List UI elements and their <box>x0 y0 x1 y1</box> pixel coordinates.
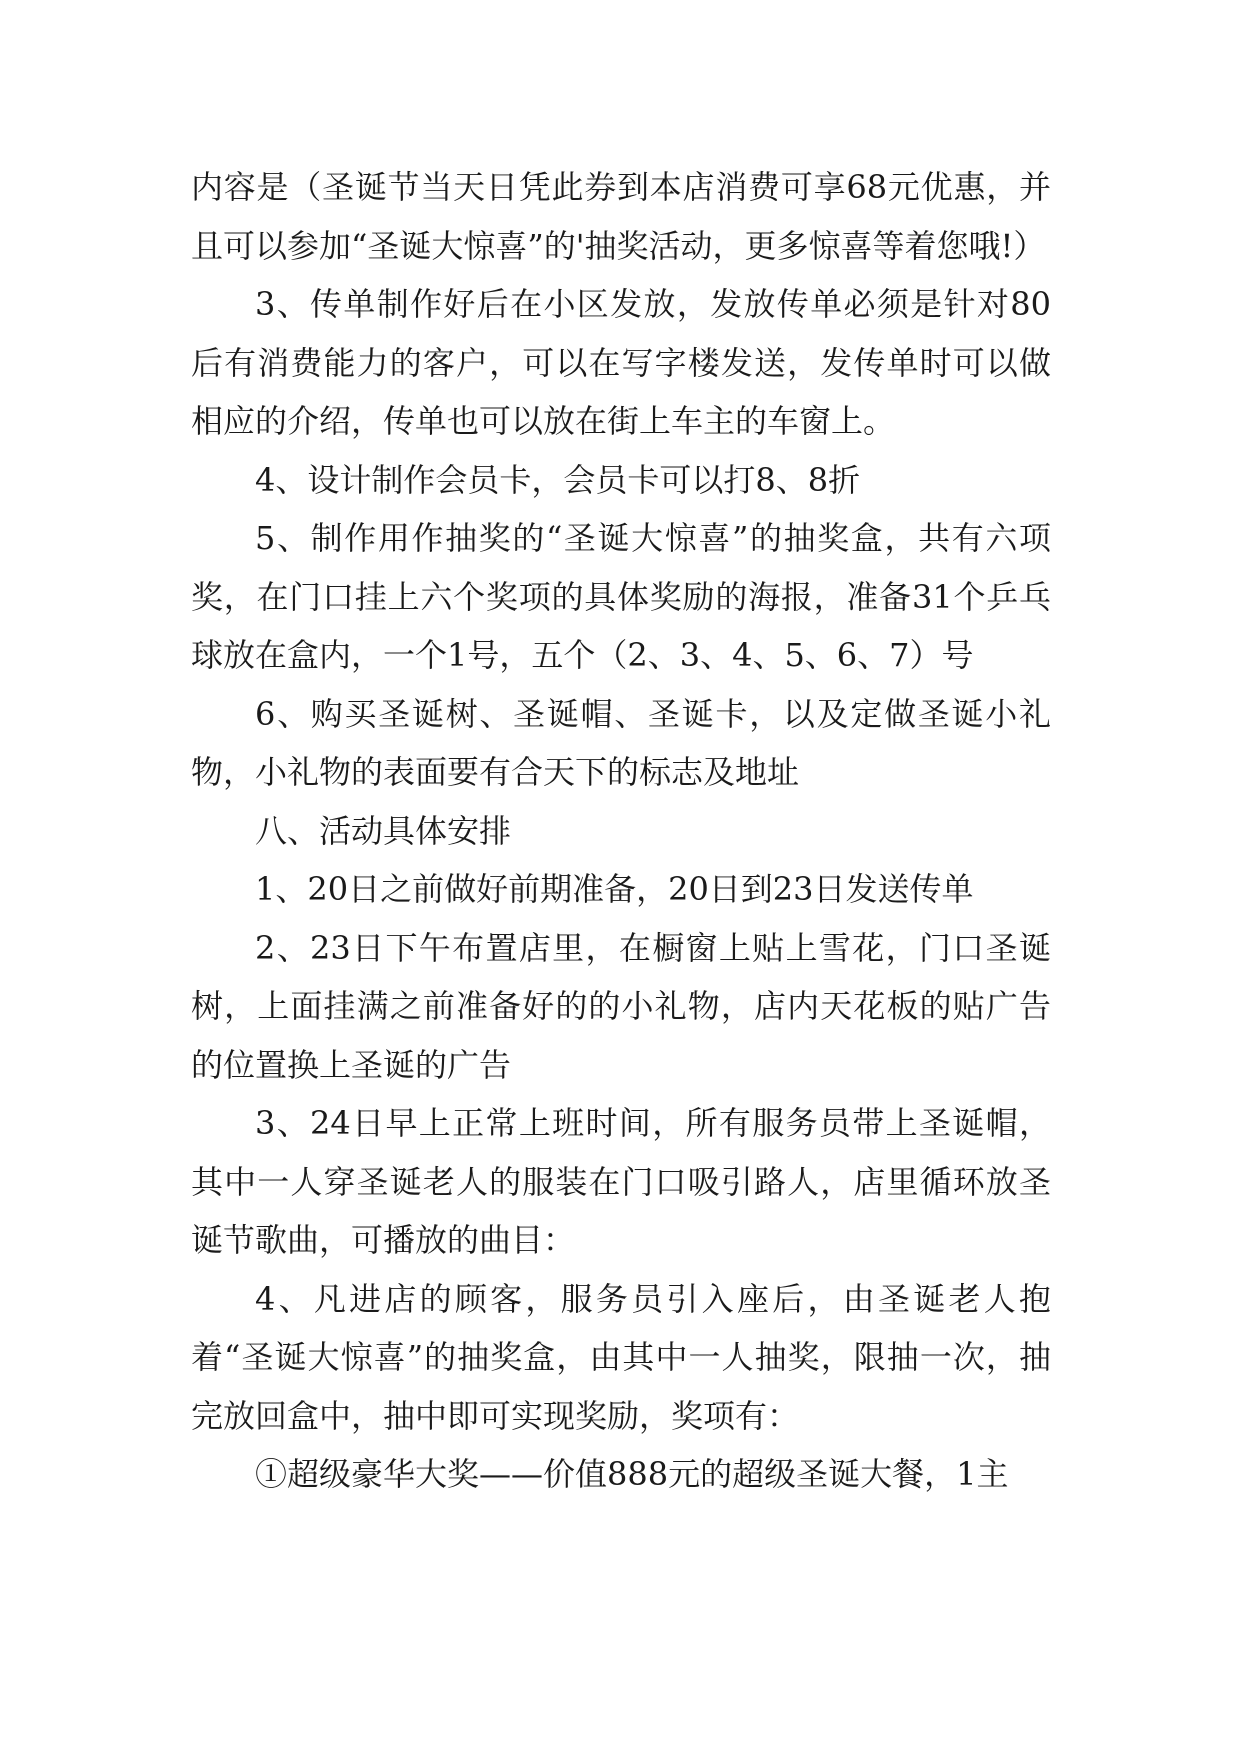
paragraph-schedule-1: 1、20日之前做好前期准备，20日到23日发送传单 <box>255 870 974 908</box>
paragraph-schedule-2: 2、23日下午布置店里，在橱窗上贴上雪花，门口圣诞树，上面挂满之前准备好的的小礼物，店内天花板的贴广告的位置换上圣诞的广告 <box>191 928 1051 1084</box>
section-heading-schedule: 八、活动具体安排 <box>255 811 512 850</box>
document-page <box>191 158 1051 1504</box>
paragraph-prize-1: ①超级豪华大奖——价值888元的超级圣诞大餐，1主 <box>255 1455 1009 1493</box>
paragraph-item-5-lottery-box: 5、制作用作抽奖的“圣诞大惊喜”的抽奖盒，共有六项奖，在门口挂上六个奖项的具体奖励的海报，准备31个乒乓球放在盒内，一个1号，五个（2、3、4、5、6、7）号 <box>191 519 1051 674</box>
paragraph-item-6-purchases: 6、购买圣诞树、圣诞帽、圣诞卡，以及定做圣诞小礼物，小礼物的表面要有合天下的标志及地址 <box>191 694 1051 791</box>
paragraph-schedule-3: 3、24日早上正常上班时间，所有服务员带上圣诞帽，其中一人穿圣诞老人的服装在门口吸引路人，店里循环放圣诞节歌曲，可播放的曲目： <box>191 1104 1051 1259</box>
paragraph-schedule-4: 4、凡进店的顾客，服务员引入座后，由圣诞老人抱着“圣诞大惊喜”的抽奖盒，由其中一人抽奖，限抽一次，抽完放回盒中，抽中即可实现奖励，奖项有： <box>191 1279 1051 1435</box>
paragraph-coupon-content: 内容是（圣诞节当天日凭此券到本店消费可享68元优惠，并且可以参加“圣诞大惊喜”的'抽奖活动，更多惊喜等着您哦!） <box>191 168 1051 265</box>
paragraph-item-3-flyers: 3、传单制作好后在小区发放，发放传单必须是针对80后有消费能力的客户，可以在写字楼发送，发传单时可以做相应的介绍，传单也可以放在街上车主的车窗上。 <box>191 285 1051 440</box>
paragraph-item-4-member-card: 4、设计制作会员卡，会员卡可以打8、8折 <box>255 460 861 499</box>
